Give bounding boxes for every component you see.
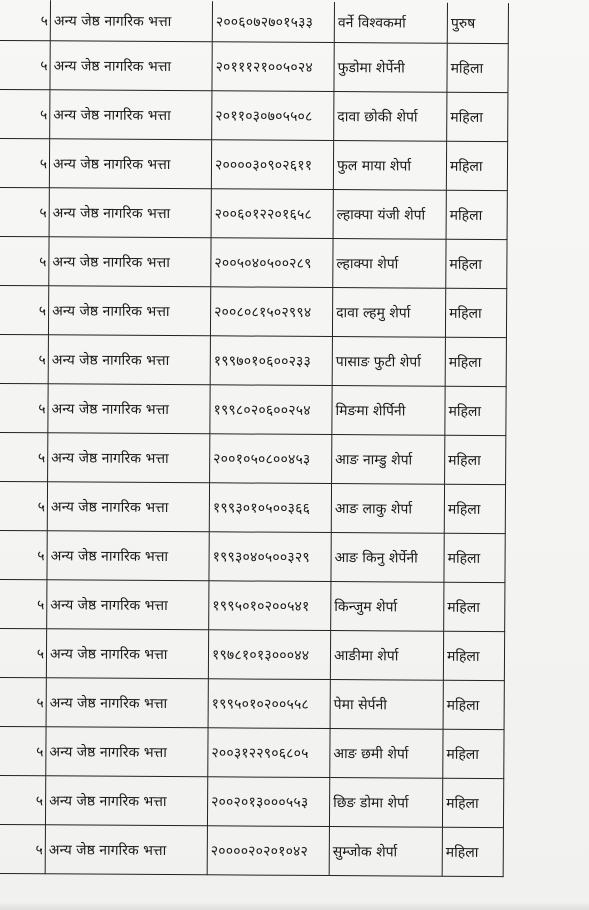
allowance-type-cell: अन्य जेष्ठ नागरिक भत्ता [50, 90, 212, 140]
id-number-cell: २००२०१३०००५५३ [207, 777, 329, 827]
allowance-type-cell: अन्य जेष्ठ नागरिक भत्ता [48, 286, 210, 336]
table-row [0, 628, 505, 680]
page-edge-shadow [0, 902, 589, 910]
gender-cell: महिला [446, 190, 507, 239]
row-code-cell: ५ [0, 726, 46, 775]
person-name-cell: मिङमा शेर्पिनी [332, 386, 445, 436]
row-code-cell: ५ [0, 579, 47, 628]
person-name-cell: पेमा सेर्पनी [330, 680, 443, 730]
row-code-cell: ५ [0, 89, 50, 138]
gender-cell: महिला [444, 484, 505, 533]
row-code-cell: ५ [0, 383, 48, 432]
row-code-cell: ५ [0, 285, 49, 334]
allowance-type-cell: अन्य जेष्ठ नागरिक भत्ता [48, 384, 210, 434]
id-number-cell: २००५०४०५००२८९ [211, 238, 333, 288]
id-number-cell: १९९५०१०२००५५८ [208, 679, 330, 729]
person-name-cell: ल्हाक्पा शेर्पा [333, 239, 446, 289]
gender-cell: महिला [443, 680, 504, 729]
row-code-cell: ५ [0, 775, 46, 824]
row-code-cell: ५ [0, 187, 49, 236]
gender-cell: महिला [444, 533, 505, 582]
id-number-cell: २००३१२२९०६८०५ [208, 728, 330, 778]
allowance-type-cell: अन्य जेष्ठ नागरिक भत्ता [48, 433, 210, 483]
gender-cell: महिला [442, 778, 503, 827]
gender-cell: महिला [443, 631, 504, 680]
gender-cell: पुरुष [447, 3, 508, 44]
person-name-cell: सुम्जोक शेर्पा [329, 827, 442, 877]
table-row [0, 236, 507, 288]
allowance-type-cell: अन्य जेष्ठ नागरिक भत्ता [49, 237, 211, 287]
allowance-type-cell: अन्य जेष्ठ नागरिक भत्ता [46, 678, 208, 728]
allowance-type-cell: अन्य जेष्ठ नागरिक भत्ता [50, 41, 212, 91]
gender-cell: महिला [446, 239, 507, 288]
allowance-type-cell: अन्य जेष्ठ नागरिक भत्ता [50, 0, 212, 41]
person-name-cell: आङ किनु शेर्पेनी [331, 533, 444, 583]
person-name-cell: किन्जुम शेर्पा [331, 582, 444, 632]
id-number-cell: २००६०७२७०१५३३ [212, 1, 334, 42]
person-name-cell: फुडोमा शेर्पेनी [334, 43, 447, 93]
table-row [0, 579, 505, 631]
id-number-cell: १९९३०१०५००३६६ [209, 483, 331, 533]
allowance-type-cell: अन्य जेष्ठ नागरिक भत्ता [45, 776, 207, 826]
person-name-cell: आङ छमी शेर्पा [330, 729, 443, 779]
gender-cell: महिला [446, 141, 507, 190]
id-number-cell: २००००२०२०१०४२ [207, 826, 329, 876]
person-name-cell: दावा छोकी शेर्पा [334, 92, 447, 142]
table-row [0, 285, 507, 337]
gender-cell: महिला [445, 288, 506, 337]
person-name-cell: आङ नाम्डु शेर्पा [332, 435, 445, 485]
table-row [0, 726, 504, 778]
table-row [0, 89, 508, 141]
person-name-cell: वर्ने विश्वकर्मा [334, 2, 447, 43]
person-name-cell: छिङ डोमा शेर्पा [329, 778, 442, 828]
row-code-cell: ५ [0, 628, 47, 677]
id-number-cell: १९७८१०१३०००४४ [208, 630, 330, 680]
table-row [0, 334, 506, 386]
person-name-cell: फुल माया शेर्पा [333, 141, 446, 191]
allowance-type-cell: अन्य जेष्ठ नागरिक भत्ता [47, 531, 209, 581]
id-number-cell: १९९३०४०५००३२९ [209, 532, 331, 582]
gender-cell: महिला [442, 827, 503, 876]
gender-cell: महिला [445, 435, 506, 484]
person-name-cell: आङीमा शेर्पा [330, 631, 443, 681]
gender-cell: महिला [447, 43, 508, 92]
table-row [0, 40, 508, 92]
row-code-cell: ५ [0, 677, 46, 726]
table-row [0, 775, 504, 827]
table-row [0, 383, 506, 435]
allowance-type-cell: अन्य जेष्ठ नागरिक भत्ता [47, 482, 209, 532]
table-row [0, 432, 506, 484]
allowance-type-cell: अन्य जेष्ठ नागरिक भत्ता [48, 335, 210, 385]
id-number-cell: १९९८०२०६००२५४ [210, 385, 332, 435]
table-row [0, 677, 504, 729]
id-number-cell: २००८०८१५०२९९४ [210, 287, 332, 337]
id-number-cell: २००००३०९०२६११ [211, 140, 333, 190]
allowance-type-cell: अन्य जेष्ठ नागरिक भत्ता [47, 580, 209, 630]
gender-cell: महिला [445, 337, 506, 386]
row-code-cell: ५ [0, 481, 48, 530]
row-code-cell: ५ [0, 824, 45, 873]
row-code-cell: ५ [0, 530, 47, 579]
person-name-cell: आङ लाकु शेर्पा [331, 484, 444, 534]
id-number-cell: १९९५०१०२००५४१ [209, 581, 331, 631]
row-code-cell: ५ [0, 138, 50, 187]
person-name-cell: दावा ल्हमु शेर्पा [332, 288, 445, 338]
table-row [0, 0, 508, 44]
gender-cell: महिला [443, 729, 504, 778]
id-number-cell: २०१११२१००५०२४ [212, 42, 334, 92]
row-code-cell: ५ [0, 0, 50, 41]
gender-cell: महिला [444, 582, 505, 631]
row-code-cell: ५ [0, 236, 49, 285]
row-code-cell: ५ [0, 432, 48, 481]
allowance-type-cell: अन्य जेष्ठ नागरिक भत्ता [49, 188, 211, 238]
allowance-type-cell: अन्य जेष्ठ नागरिक भत्ता [46, 727, 208, 777]
allowance-type-cell: अन्य जेष्ठ नागरिक भत्ता [46, 629, 208, 679]
table-row [0, 824, 503, 876]
allowance-type-cell: अन्य जेष्ठ नागरिक भत्ता [45, 825, 207, 875]
table-row [0, 187, 507, 239]
allowance-type-cell: अन्य जेष्ठ नागरिक भत्ता [49, 139, 211, 189]
gender-cell: महिला [445, 386, 506, 435]
gender-cell: महिला [447, 92, 508, 141]
id-number-cell: २००१०५०८००४५३ [210, 434, 332, 484]
table-row [0, 481, 506, 533]
id-number-cell: २०११०३०७०५५०८ [212, 91, 334, 141]
row-code-cell: ५ [0, 334, 48, 383]
person-name-cell: ल्हाक्पा यंजी शेर्पा [333, 190, 446, 240]
id-number-cell: १९९७०१०६००२३३ [210, 336, 332, 386]
table-row [0, 138, 508, 190]
person-name-cell: पासाङ फुटी शेर्पा [332, 337, 445, 387]
table-row [0, 530, 505, 582]
id-number-cell: २००६०१२२०१६५८ [211, 189, 333, 239]
row-code-cell: ५ [0, 40, 50, 89]
